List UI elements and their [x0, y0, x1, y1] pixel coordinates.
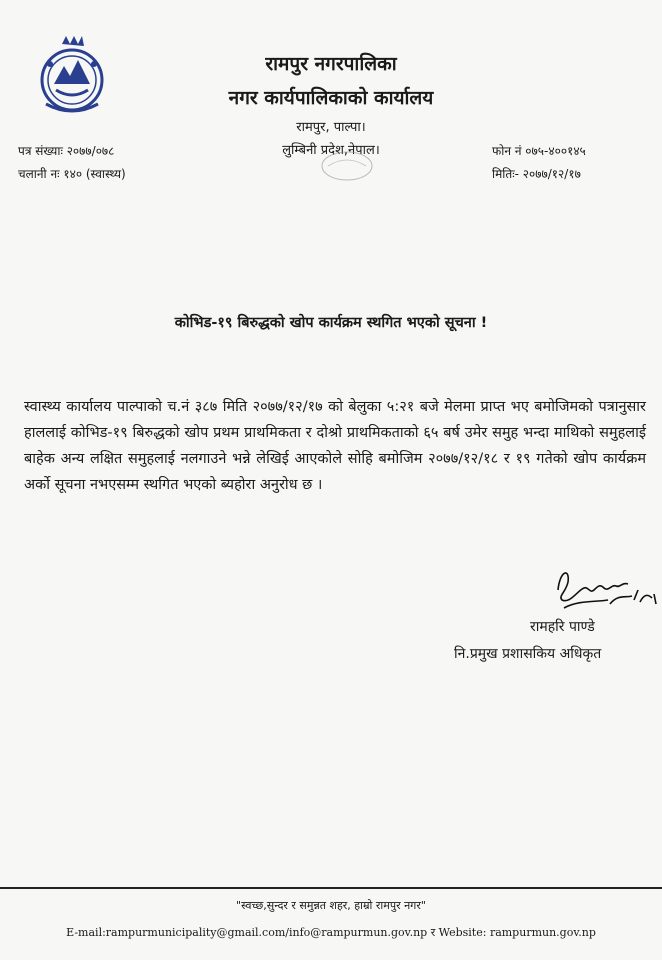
handwritten-signature [548, 560, 658, 614]
footer-divider [0, 887, 662, 889]
signer-name: रामहरि पाण्डे [530, 619, 595, 635]
patra-sankhya: पत्र संख्याः २०७७/०७८ [18, 144, 115, 158]
office-stamp-icon [320, 150, 374, 182]
office-name: नगर कार्यपालिकाको कार्यालय [228, 87, 434, 109]
footer-slogan: "स्वच्छ,सुन्दर र समुन्नत शहर, हाम्रो रामपुर नगर" [236, 899, 426, 912]
address-line-2: लुम्बिनी प्रदेश,नेपाल। [282, 143, 380, 158]
chalani-number: चलानी नः १४० (स्वास्थ्य) [18, 167, 126, 181]
municipality-name: रामपुर नगरपालिका [265, 53, 397, 75]
letter-date: मितिः- २०७७/१२/१७ [492, 167, 581, 181]
signer-designation: नि.प्रमुख प्रशासकिय अधिकृत [454, 646, 602, 662]
notice-body: स्वास्थ्य कार्यालय पाल्पाको च.नं ३८७ मिति २०७७/१२/१७ को बेलुका ५:२१ बजे मेलमा प्राप्त भए बमोजिमको पत्रानुसार हाललाई कोभिड-१९ बिरुद्धको खोप प्रथम प्राथमिकता र दोश्रो प्राथमिकताको ६५ बर्ष उमेर समुह भन्दा माथिको समुहलाई बाहेक अन्य लक्षित समुहलाई नलगाउने भन्ने लेखिई आएकोले सोहि बमोजिम २०७७/१२/१८ र १९ गतेको खोप कार्यक्रम अर्को सूचना नभएसम्म स्थगित भएको ब्यहोरा अनुरोध छ । [24, 399, 646, 493]
phone-number: फोन नं ०७५-४००१४५ [492, 144, 586, 158]
address-line-1: रामपुर, पाल्पा। [296, 120, 366, 135]
notice-subject: कोभिड-१९ बिरुद्धको खोप कार्यक्रम स्थगित भएको सूचना ! [174, 315, 488, 331]
footer-contact: E-mail:rampurmunicipality@gmail.com/info@rampurmun.gov.np र Website: rampurmun.gov.np [66, 926, 596, 939]
